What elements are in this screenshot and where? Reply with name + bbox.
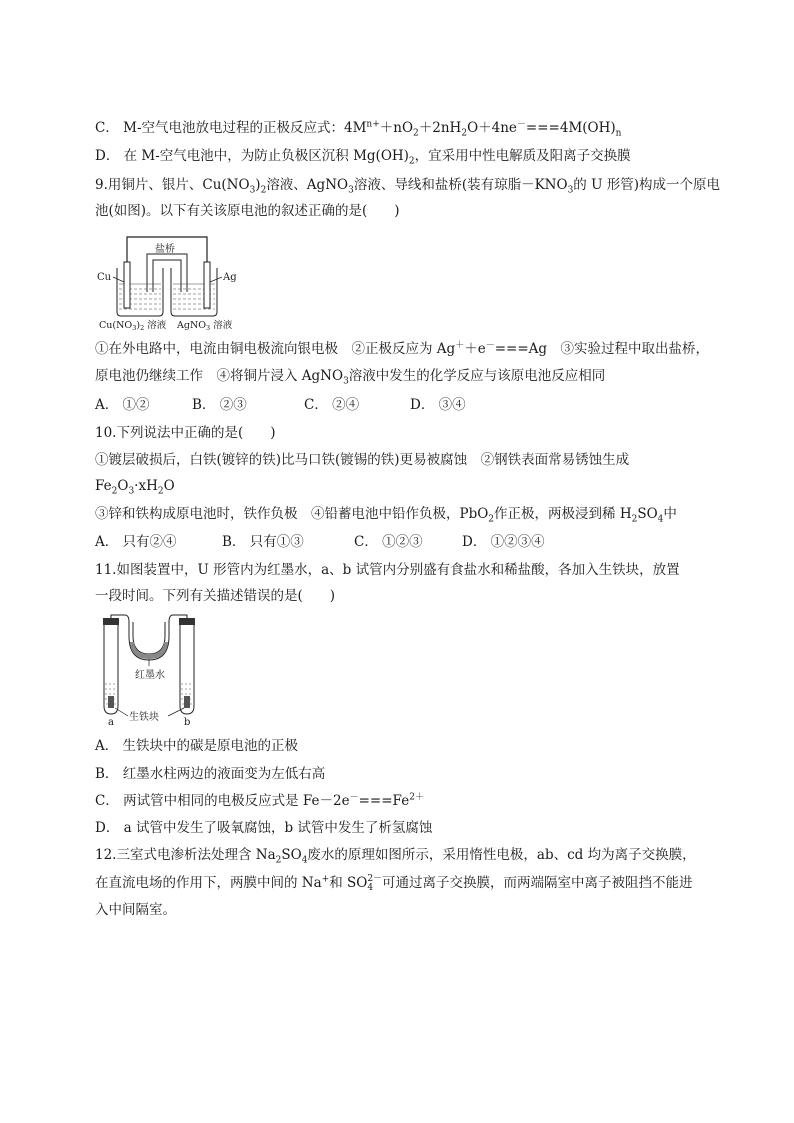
q9-galvanic-cell-figure xyxy=(95,232,255,332)
q9-stem-line2: 池(如图)。以下有关该原电池的叙述正确的是( ) xyxy=(95,203,400,219)
q9-stem-line1: 9.用铜片、银片、$Cu(NO_3)_2$溶液、AgNO$_3$溶液、导线和盐桥(装有琼脂$-KNO_3$的 U 形管)构成一个原电 xyxy=(95,177,721,196)
silver-electrode xyxy=(204,262,210,308)
red-ink-label: 红墨水 xyxy=(135,670,165,681)
q11-stem-line2: 一段时间。下列有关描述错误的是( ) xyxy=(95,588,336,604)
q10-option-c: C． ①②③ xyxy=(354,534,423,550)
q12-stem-line3: 入中间隔室。 xyxy=(95,902,176,918)
q10-statements-line3: ③锌和铁构成原电池时，铁作负极 ④铅蓄电池中铅作负极，PbO$_2$作正极，两极浸到稀 $H_2SO_4$中 xyxy=(95,506,677,525)
q11-option-a: A． 生铁块中的碳是原电池的正极 xyxy=(95,738,299,754)
q9-statements-line2: 原电池仍继续工作 ④将铜片浸入 AgNO$_3$溶液中发生的化学反应与该原电池反应相同 xyxy=(95,368,606,387)
tube-b-stopper xyxy=(179,618,195,625)
ag-label: Ag xyxy=(223,272,237,283)
q8-option-d: D． 在 M-空气电池中，为防止负极区沉积 $Mg(OH)_2$，宜采用中性电解质及阳离子交换膜 xyxy=(95,148,631,167)
q9-option-b: B． ②③ xyxy=(192,397,247,413)
iron-block-b xyxy=(184,696,190,708)
right-solution-label: AgNO$_3$ 溶液 xyxy=(177,320,233,332)
q9-option-d: D． ③④ xyxy=(410,397,466,413)
q9-option-c: C． ②④ xyxy=(304,397,360,413)
q11-option-b: B． 红墨水柱两边的液面变为左低右高 xyxy=(95,766,326,782)
u-tube-outer xyxy=(111,615,187,660)
salt-bridge-label: 盐桥 xyxy=(155,244,175,255)
tube-b-label: b xyxy=(184,717,191,726)
q10-stem: 10.下列说法中正确的是( ) xyxy=(95,425,276,441)
q10-option-b: B． 只有①③ xyxy=(222,534,304,550)
q9-statements-line1: ①在外电路中，电流由铜电极流向银电极 ②正极反应为 Ag＋＋e－===Ag ③实验过程中取出盐桥， xyxy=(95,340,710,357)
tube-a-label: a xyxy=(108,717,114,726)
copper-electrode xyxy=(124,262,130,308)
red-ink xyxy=(130,642,168,659)
tube-a-stopper xyxy=(103,618,119,625)
left-solution-label: $Cu(NO_3)_2$ 溶液 xyxy=(99,320,167,332)
cu-label: Cu xyxy=(97,272,112,283)
q10-statements-line2: $Fe_2O_3\cdot xH_2O$ xyxy=(95,478,175,497)
q8-option-c: C． M-空气电池放电过程的正极反应式：$4M^{n+}+nO_2+2nH_2O+4ne^-===4M(OH)_n$ xyxy=(95,119,622,139)
q11-option-c: C． 两试管中相同的电极反应式是 $Fe-2e^-===Fe^{2+}$ xyxy=(95,792,424,809)
q10-option-d: D． ①②③④ xyxy=(462,534,545,550)
iron-block-a xyxy=(108,696,114,708)
iron-block-label: 生铁块 xyxy=(129,712,159,723)
q10-option-a: A． 只有②④ xyxy=(95,534,177,550)
q12-stem-line2: 在直流电场的作用下，两膜中间的 Na+和 SO 2－ 4 可通过离子交换膜，而两端隔室中离子被阻挡不能进 xyxy=(95,873,693,893)
q11-u-tube-figure xyxy=(95,614,215,726)
q9-option-a: A． ①② xyxy=(95,397,150,413)
q12-stem-line1: 12.三室式电渗析法处理含 $Na_2SO_4$废水的原理如图所示，采用惰性电极，ab、cd 均为离子交换膜， xyxy=(95,847,696,866)
sulfate-charge: 2－ 4 xyxy=(367,873,383,893)
q11-option-d: D． a 试管中发生了吸氧腐蚀，b 试管中发生了析氢腐蚀 xyxy=(95,820,433,836)
q10-statements-line1: ①镀层破损后，白铁(镀锌的铁)比马口铁(镀锡的铁)更易被腐蚀 ②钢铁表面常易锈蚀生成 xyxy=(95,452,630,468)
q11-stem-line1: 11.如图装置中，U 形管内为红墨水，a、b 试管内分别盛有食盐水和稀盐酸，各加入生铁块，放置 xyxy=(95,562,680,578)
u-tube-inner xyxy=(133,622,165,654)
